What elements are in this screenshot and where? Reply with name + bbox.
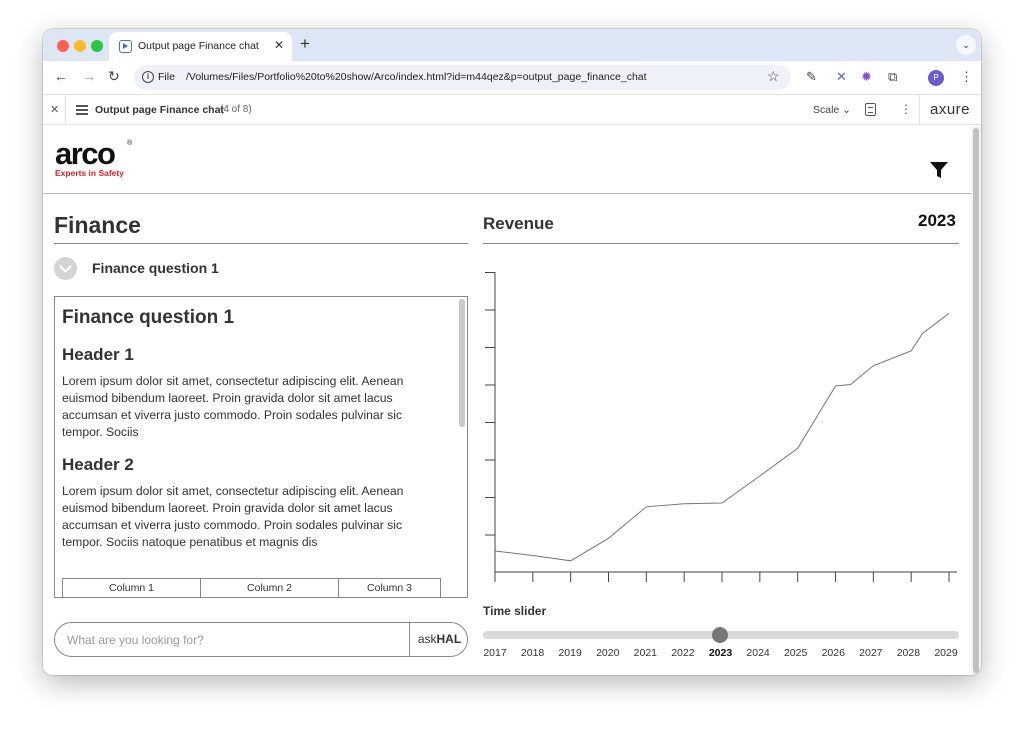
forward-button[interactable]: →: [82, 68, 96, 84]
answer-table-header: [62, 578, 441, 598]
answer-panel[interactable]: [54, 296, 468, 598]
search-bar: [54, 622, 468, 657]
new-tab-button[interactable]: +: [300, 34, 310, 53]
header-divider: [43, 193, 971, 194]
year-label[interactable]: 2028: [896, 647, 921, 659]
filter-icon[interactable]: [929, 160, 949, 180]
tab-strip: [43, 29, 981, 61]
year-label[interactable]: 2023: [708, 647, 733, 659]
omnibox[interactable]: [134, 65, 791, 90]
answer-paragraph-1: Lorem ipsum dolor sit amet, consectetur adipiscing elit. Aenean euismod bibendum laoreet. Proin gravida dolor sit amet lacus accumsan et viverra justo commodo. Proin sodales pulvinar sic tempor. Sociis: [62, 374, 404, 439]
url-text[interactable]: /Volumes/Files/Portfolio%20to%20show/Arco/index.html?id=m44qez&p=output_page_finance_chat: [186, 71, 647, 83]
toolbar-divider: [919, 95, 920, 124]
revenue-title: Revenue: [483, 214, 554, 233]
axure-more-icon[interactable]: ⋮: [900, 102, 912, 116]
answer-title: Finance question 1: [62, 307, 235, 328]
table-column-header: Column 1: [63, 579, 201, 598]
minimize-window-button[interactable]: [74, 40, 86, 52]
axure-page-count: (4 of 8): [220, 104, 252, 115]
ask-hal-bold: HAL: [436, 632, 462, 646]
year-label[interactable]: 2021: [633, 647, 657, 659]
answer-header-1: Header 1: [62, 345, 134, 364]
year-label[interactable]: 2026: [821, 647, 845, 659]
bookmark-star-icon[interactable]: ☆: [767, 68, 780, 84]
url-scheme-label: File: [158, 71, 175, 83]
answer-header-2: Header 2: [62, 455, 134, 474]
revenue-title-underline: [483, 243, 959, 244]
browser-menu-icon[interactable]: ⋮: [960, 69, 973, 84]
pages-menu-icon[interactable]: [76, 105, 88, 117]
zoom-window-button[interactable]: [91, 40, 103, 52]
reload-button[interactable]: ↻: [108, 68, 120, 84]
year-label[interactable]: 2024: [746, 647, 770, 659]
page-scrollbar[interactable]: [971, 126, 981, 675]
time-slider-handle[interactable]: [712, 627, 728, 643]
finance-title-underline: [54, 243, 468, 244]
year-label[interactable]: 2027: [859, 647, 883, 659]
year-label[interactable]: 2020: [596, 647, 620, 659]
logo-tagline: Experts in Safety: [55, 168, 124, 178]
year-label[interactable]: 2017: [483, 647, 507, 659]
profile-avatar[interactable]: P: [928, 70, 944, 86]
page-scrollbar-thumb[interactable]: [973, 128, 979, 673]
tab-title: Output page Finance chat: [138, 40, 259, 52]
revenue-series-line: [495, 313, 949, 561]
axure-toolbar: [43, 94, 981, 125]
answer-paragraph-2: Lorem ipsum dolor sit amet, consectetur adipiscing elit. Aenean euismod bibendum laoreet. Proin gravida dolor sit amet lacus accumsan et viverra justo commodo. Proin sodales pulvinar sic tempor. Sociis natoque penatibus et magnis dis: [62, 484, 404, 549]
tab-close-icon[interactable]: ✕: [274, 38, 285, 52]
revenue-line-chart: [479, 256, 961, 586]
table-column-header: Column 3: [367, 582, 412, 594]
logo-registered-mark: ®: [127, 140, 133, 147]
prototype-canvas: [43, 126, 971, 675]
axure-page-title: Output page Finance chat: [95, 104, 224, 116]
arco-logo: arco: [55, 136, 115, 171]
year-label[interactable]: 2019: [558, 647, 582, 659]
answer-panel-scrollbar[interactable]: [459, 299, 465, 427]
axure-logo: axure: [930, 101, 971, 118]
ask-hal-prefix: ask: [417, 632, 437, 646]
question-toggle-chevron-down-icon[interactable]: [54, 257, 77, 280]
finance-title: Finance: [54, 212, 141, 238]
tab-active[interactable]: [109, 32, 292, 61]
selected-year: 2023: [918, 211, 956, 230]
extensions-puzzle-icon[interactable]: ⧉: [888, 69, 898, 84]
year-label[interactable]: 2022: [671, 647, 695, 659]
table-column-header: Column 2: [201, 579, 339, 598]
time-slider-label: Time slider: [483, 604, 547, 618]
site-info-icon[interactable]: i: [142, 71, 154, 83]
page-favicon-icon: [119, 40, 132, 53]
question-label[interactable]: Finance question 1: [92, 260, 219, 276]
year-label[interactable]: 2018: [520, 647, 545, 659]
search-input[interactable]: [67, 632, 397, 648]
axure-close-icon[interactable]: ✕: [50, 104, 60, 116]
eyedropper-extension-icon[interactable]: ✎: [806, 69, 817, 84]
year-label[interactable]: 2025: [783, 647, 808, 659]
address-bar-row: [43, 61, 981, 94]
year-label[interactable]: 2029: [934, 647, 958, 659]
time-slider-years: [483, 647, 959, 661]
extension-x-icon[interactable]: ✕: [836, 69, 847, 84]
extension-gear-icon[interactable]: ✹: [861, 69, 872, 84]
toolbar-divider: [65, 95, 66, 124]
back-button[interactable]: ←: [54, 68, 68, 84]
browser-window: [43, 29, 981, 675]
scale-dropdown[interactable]: Scale ⌄: [813, 104, 851, 116]
close-window-button[interactable]: [57, 40, 69, 52]
tab-search-button[interactable]: ⌄: [956, 35, 976, 55]
ask-hal-button[interactable]: [409, 623, 468, 656]
notes-icon[interactable]: [865, 103, 876, 116]
